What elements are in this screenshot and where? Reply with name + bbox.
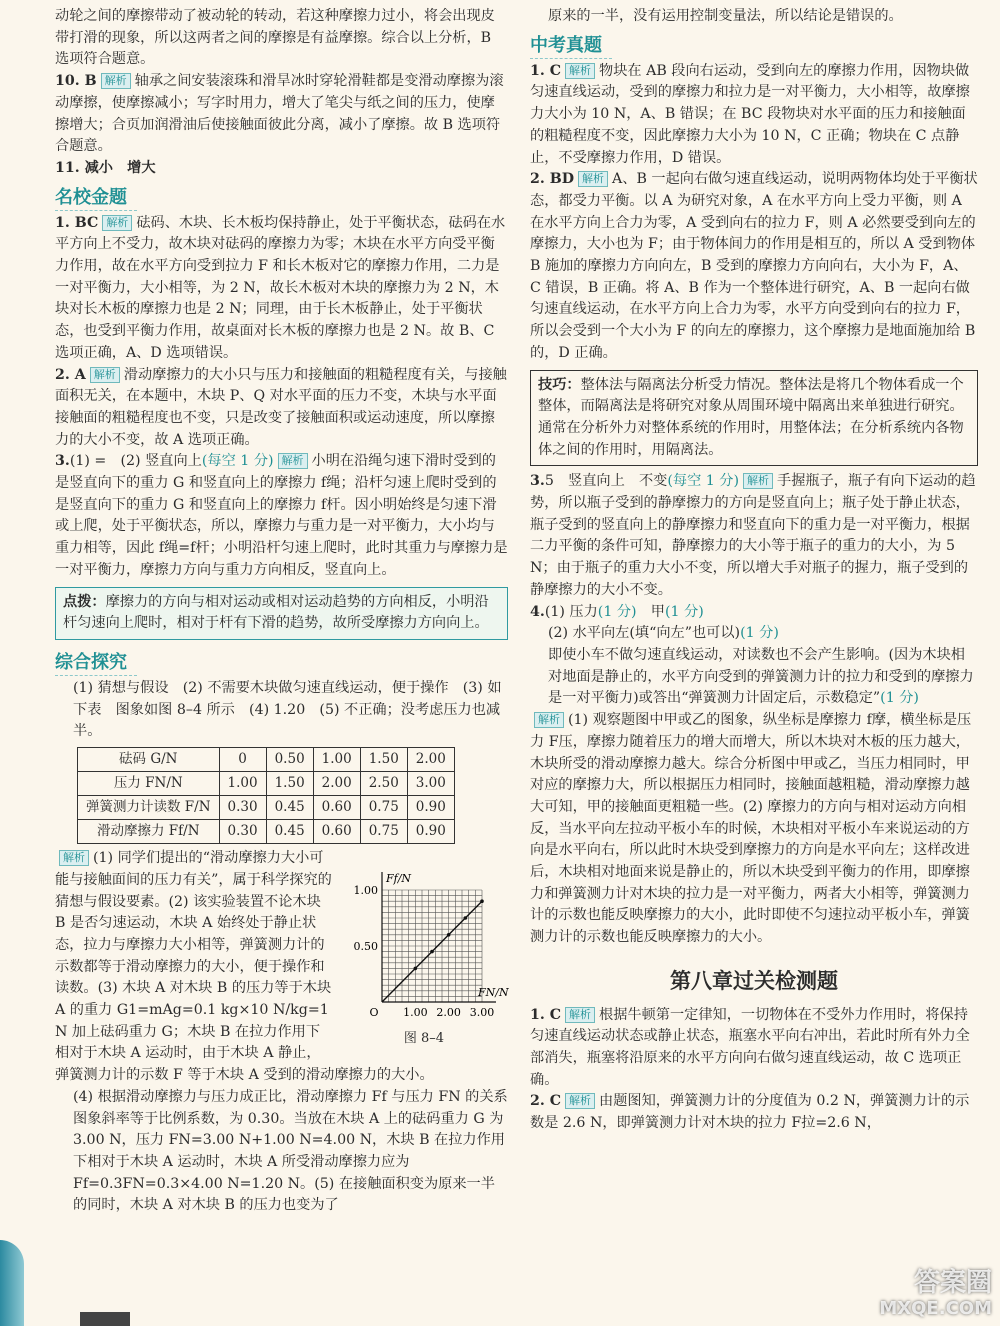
chq2-number: 2. C bbox=[530, 1093, 562, 1110]
right-column bbox=[530, 6, 978, 1135]
y-tick-label: 0.50 bbox=[353, 940, 378, 954]
zk4-part-2 bbox=[530, 623, 978, 645]
watermark-stamp: 答案圈 bbox=[913, 1268, 992, 1298]
table-cell: 1.50 bbox=[266, 772, 313, 796]
zk3-score: (每空 1 分) bbox=[667, 473, 740, 490]
zk3-text: 手握瓶子，瓶子有向下运动的趋势，所以瓶子受到的静摩擦力的方向是竖直向上；瓶子处于静止状态，瓶子受到的竖直向上的静摩擦力和竖直向下的重力是一对平衡力，根据二力平衡的条件可知，静摩擦力的大小等于瓶子的重力的大小，为 5 N；由于瓶子的重力大小不变，所以增大手对瓶子的握力，瓶子受到的静摩擦力的大小不变。 bbox=[530, 473, 976, 598]
q10-number: 10. B bbox=[55, 73, 97, 90]
table-row-label: 弹簧测力计读数 F/N bbox=[78, 796, 220, 820]
table-cell: 0.90 bbox=[407, 796, 454, 820]
zonghe-analysis-text-1: (1) 同学们提出的“滑动摩擦力大小可能与接触面间的压力有关”，属于科学探究的猜想与假设要素。(2) 该实验装置不论木块 B 是否匀速运动，木块 A 始终处于静止状态，拉力与摩擦力大小相等，弹簧测力计的示数都等于滑动摩擦力的大小，便于操作和读数。(3) 木块 A 对木块 B 的压力等于木块 A 的重力 G1=mAg=0.1 kg×10 N/kg=1 N 加上砝码重力 G；木块 B 在拉力作用下相对于木块 A 运动时，由于木块 A 静止，弹簧测力计的示数 F 等于木块 A 受到的滑动摩擦力的大小。 bbox=[55, 850, 434, 1084]
page-number-bar bbox=[80, 1312, 130, 1326]
table-row bbox=[78, 820, 455, 844]
zk4-score-1b: (1 分) bbox=[665, 603, 704, 620]
mq1-number: 1. BC bbox=[55, 214, 99, 231]
zk4-answer-2: (2) 水平向左(填“向左”也可以) bbox=[548, 625, 741, 642]
zk4-score-2: (1 分) bbox=[740, 625, 779, 642]
left-intro: 动轮之间的摩擦带动了被动轮的转动，若这种摩擦力过小，将会出现皮带打滑的现象，所以这两者之间的摩擦是有益摩擦。综合以上分析，B 选项符合题意。 bbox=[55, 8, 495, 68]
zk-2 bbox=[530, 169, 978, 364]
tip-box bbox=[55, 587, 508, 640]
x-axis-label: FN/N bbox=[478, 986, 509, 1000]
section-header-zhongkao: 中考真题 bbox=[530, 34, 612, 59]
zonghe-answer: (1) 猜想与假设 (2) 不需要木块做匀速直线运动，便于操作 (3) 如下表 图象如图 8–4 所示 (4) 1.20 (5) 不正确；没考虑压力也减半。 bbox=[73, 679, 502, 740]
analysis-tag: 解析 bbox=[565, 1093, 595, 1109]
zk4-score-1: (1 分) bbox=[597, 603, 637, 620]
table-cell: 0.90 bbox=[407, 820, 454, 844]
zk-1 bbox=[530, 61, 978, 170]
analysis-tag: 解析 bbox=[565, 1007, 595, 1023]
tip-text: 摩擦力的方向与相对运动或相对运动趋势的方向相反，小明沿杆匀速向上爬时，相对于杆有下滑的趋势，故所受摩擦力方向向上。 bbox=[63, 593, 489, 632]
analysis-tag: 解析 bbox=[59, 850, 89, 866]
data-point bbox=[447, 933, 451, 937]
data-point bbox=[480, 899, 484, 903]
table-cell: 2.50 bbox=[360, 772, 407, 796]
zk4-answer-3: 即使小车不做匀速直线运动，对读数也不会产生影响。(因为木块相对地面是静止的，水平方向受到的弹簧测力计的拉力和受到的摩擦力是一对平衡力)或答出“弹簧测力计固定后，示数稳定” bbox=[548, 646, 974, 707]
mq3-score: (每空 1 分) bbox=[201, 453, 274, 470]
zk2-number: 2. BD bbox=[530, 171, 575, 188]
analysis-tag: 解析 bbox=[743, 473, 773, 489]
chq1-text: 根据牛顿第一定律知，一切物体在不受外力作用时，将保持匀速直线运动状态或静止状态，瓶塞水平向右冲出，若此时所有外力全部消失，瓶塞将沿原来的水平方向向右做匀速直线运动，故 C 选项正确。 bbox=[530, 1006, 970, 1088]
chapter-title: 第八章过关检测题 bbox=[670, 968, 838, 993]
zk1-number: 1. C bbox=[530, 62, 562, 79]
zk4-answer-1b: 甲 bbox=[650, 603, 665, 620]
figure-caption: 图 8–4 bbox=[403, 1031, 445, 1047]
zk-4 bbox=[530, 602, 978, 624]
table-cell: 0.50 bbox=[266, 748, 313, 772]
watermark-site: MXQE.COM bbox=[879, 1298, 992, 1319]
zk4-analysis-text: (1) 观察题图中甲或乙的图象，纵坐标是摩擦力 f摩，横坐标是压力 F压，摩擦力随着压力的增大而增大，所以木块对木板的压力越大，木块所受的滑动摩擦力越大。综合分析图中甲或乙，当压力相同时，甲对应的摩擦力大，所以根据压力相同时，接触面越粗糙，滑动摩擦力越大可知，甲的接触面更粗糙一些。(2) 摩擦力的方向与相对运动方向相反，当水平向左拉动平板小车的时候，木块相对平板小车来说运动的方向是水平向右，所以此时木块受到摩擦力的方向是水平向左；这样改进后，木块相对地面来说是静止的，所以木块受到平衡力的作用，即摩擦力和弹簧测力计对木块的拉力是一对平衡力，两者大小相等，弹簧测力计的示数也能反映摩擦力的大小，此时即使不匀速拉动平板小车，弹簧测力计的示数也能反映摩擦力的大小。 bbox=[530, 712, 972, 946]
chq2-text: 由题图知，弹簧测力计的分度值为 0.2 N，弹簧测力计的示数是 2.6 N，即弹簧测力计对木块的拉力 F拉=2.6 N， bbox=[530, 1093, 970, 1132]
table-row-label: 滑动摩擦力 Ff/N bbox=[78, 820, 220, 844]
table-cell: 0.30 bbox=[219, 796, 266, 820]
skill-text: 整体法与隔离法分析受力情况。整体法是将几个物体看成一个整体，而隔离法是将研究对象从周围环境中隔离出来单独进行研究。通常在分析外力对整体系统的作用时，用整体法；在分析系统内各物体之间的作用时，用隔离法。 bbox=[538, 376, 964, 458]
y-axis-label: Ff/N bbox=[386, 872, 412, 886]
mq-2 bbox=[55, 365, 508, 452]
analysis-tag: 解析 bbox=[534, 712, 564, 728]
question-11: 11. 减小 增大 bbox=[55, 159, 156, 176]
analysis-tag: 解析 bbox=[90, 367, 120, 383]
mq3-text: 小明在沿绳匀速下滑时受到的是竖直向下的重力 G 和竖直向上的摩擦力 f绳；沿杆匀速上爬时受到的是竖直向下的重力 G 和竖直向上的摩擦力 f杆。因小明始终是匀速下滑或上爬，处于平衡状态，所以，摩擦力与重力是一对平衡力，大小均与重力相等，因此 f绳=f杆；小明沿杆匀速上爬时，此时其重力与摩擦力是一对平衡力，摩擦力方向与重力方向相反，竖直向上。 bbox=[55, 453, 508, 578]
mq-3 bbox=[55, 451, 508, 581]
zk4-score-3: (1 分) bbox=[880, 690, 919, 707]
zk2-text: A、B 一起向右做匀速直线运动，说明两物体均处于平衡状态，都受力平衡。以 A 为研究对象，A 在水平方向上受力平衡，则 A 在水平方向上合力为零，A 受到向右的拉力 F，则 A 必然要受到向左的摩擦力，大小也为 F；由于物体间力的作用是相互的，所以 A 受到物体 B 施加的摩擦力方向向左，B 受到的摩擦力方向向右，大小为 F，A、C 错误，B 正确。将 A、B 作为一个整体进行研究，A、B 一起向右做匀速直线运动，在水平方向上合力为零，水平方向受到向右的拉力 F，所以会受到一个大小为 F 的向左的摩擦力，这个摩擦力是地面施加给 B 的，D 正确。 bbox=[530, 171, 978, 361]
table-cell: 2.00 bbox=[313, 772, 360, 796]
mq2-text: 滑动摩擦力的大小只与压力和接触面的粗糙程度有关，与接触面积无关，在本题中，木块 P、Q 对水平面的压力不变，木块与水平面接触面的粗糙程度也不变，只是改变了接触面积或运动速度，所以摩擦力的大小不变，故 A 选项正确。 bbox=[55, 366, 507, 448]
page-corner-decoration bbox=[0, 1240, 24, 1326]
skill-box bbox=[530, 370, 978, 467]
table-cell: 2.00 bbox=[407, 748, 454, 772]
table-cell: 1.50 bbox=[360, 748, 407, 772]
q10-text: 轴承之间安装滚珠和滑旱冰时穿轮滑鞋都是变滑动摩擦为滚动摩擦，使摩擦减小；写字时用力，增大了笔尖与纸之间的压力，使摩擦增大；合页加润滑油后使接触面彼此分离，减小了摩擦。故 B 选项符合题意。 bbox=[55, 73, 504, 155]
table-row-label: 压力 FN/N bbox=[78, 772, 220, 796]
watermark bbox=[879, 1270, 992, 1322]
analysis-tag: 解析 bbox=[102, 215, 132, 231]
data-point bbox=[430, 950, 434, 954]
right-continuation: 原来的一半，没有运用控制变量法，所以结论是错误的。 bbox=[548, 8, 903, 24]
table-cell: 3.00 bbox=[407, 772, 454, 796]
zonghe-analysis bbox=[55, 848, 508, 1217]
x-tick-label: 2.00 bbox=[436, 1006, 461, 1020]
table-row bbox=[78, 748, 455, 772]
table-row bbox=[78, 772, 455, 796]
chq1-number: 1. C bbox=[530, 1006, 562, 1023]
zk4-part-3 bbox=[530, 645, 978, 710]
zk4-number: 4. bbox=[530, 603, 545, 620]
mq3-answer: (1) = (2) 竖直向上 bbox=[69, 453, 202, 470]
zonghe-analysis-2: (4) 根据滑动摩擦力与压力成正比，滑动摩擦力 Ff 与压力 FN 的关系图象斜率等于比例系数，为 0.30。当放在木块 A 上的砝码重力 G 为 3.00 N，压力 FN=3.00 N+1.00 N=4.00 N，木块 B 在拉力作用下相对于木块 A 运动时，木块 A 所受滑动摩擦力应为 Ff=0.3FN=0.3×4.00 N=1.20 N。(5) 在接触面积变为原来一半的同时，木块 A 对木块 B 的压力也变为了 bbox=[73, 1088, 508, 1214]
line-chart bbox=[344, 852, 509, 1030]
analysis-tag: 解析 bbox=[101, 73, 131, 89]
zk3-number: 3. bbox=[530, 473, 545, 490]
table-cell: 0 bbox=[219, 748, 266, 772]
table-cell: 0.75 bbox=[360, 820, 407, 844]
analysis-tag: 解析 bbox=[578, 171, 608, 187]
data-point bbox=[464, 916, 468, 920]
x-tick-label: O bbox=[369, 1006, 379, 1020]
table-cell: 0.60 bbox=[313, 820, 360, 844]
analysis-tag: 解析 bbox=[565, 63, 595, 79]
zk4-analysis bbox=[530, 710, 978, 949]
table-cell: 1.00 bbox=[219, 772, 266, 796]
skill-label: 技巧： bbox=[538, 376, 581, 393]
analysis-tag: 解析 bbox=[278, 453, 308, 469]
data-point bbox=[414, 967, 418, 971]
section-header-mingxiao: 名校金题 bbox=[55, 186, 137, 211]
zk4-answer-1: (1) 压力 bbox=[544, 603, 598, 620]
tip-label: 点拨： bbox=[63, 593, 106, 610]
x-tick-label: 1.00 bbox=[403, 1006, 428, 1020]
mq2-number: 2. A bbox=[55, 366, 86, 383]
table-row-label: 砝码 G/N bbox=[78, 748, 220, 772]
ch-q1 bbox=[530, 1005, 978, 1092]
mq1-text: 砝码、木块、长木板均保持静止，处于平衡状态，砝码在水平方向上不受力，故木块对砝码的摩擦力为零；木块在水平方向受平衡力作用，故在水平方向受到拉力 F 和长木板对它的摩擦力作用，二力是一对平衡力，大小相等，为 2 N，故长木板对木块的摩擦力为 2 N，木块对长木板的摩擦力也是 2 N；同理，由于长木板静止，处于平衡状态，也受到平衡力作用，故桌面对长木板的摩擦力也是 2 N。故 B、C 选项正确，A、D 选项错误。 bbox=[55, 214, 506, 361]
mq3-number: 3. bbox=[55, 453, 70, 470]
figure-8-4 bbox=[344, 852, 509, 1050]
left-column bbox=[55, 6, 508, 1217]
y-tick-label: 1.00 bbox=[353, 884, 378, 898]
table-cell: 0.60 bbox=[313, 796, 360, 820]
data-table bbox=[77, 747, 455, 844]
x-tick-label: 3.00 bbox=[469, 1006, 495, 1020]
mq-1 bbox=[55, 213, 508, 365]
table-row bbox=[78, 796, 455, 820]
zk-3 bbox=[530, 471, 978, 601]
question-10 bbox=[55, 71, 508, 158]
table-cell: 0.45 bbox=[266, 796, 313, 820]
table-cell: 1.00 bbox=[313, 748, 360, 772]
table-cell: 0.30 bbox=[219, 820, 266, 844]
ch-q2 bbox=[530, 1091, 978, 1134]
section-header-zonghe: 综合探究 bbox=[55, 651, 137, 676]
table-cell: 0.75 bbox=[360, 796, 407, 820]
table-cell: 0.45 bbox=[266, 820, 313, 844]
zk3-answer: 5 竖直向上 不变 bbox=[544, 473, 668, 490]
zk1-text: 物块在 AB 段向右运动，受到向左的摩擦力作用，因物块做匀速直线运动，受到的摩擦力和拉力是一对平衡力，大小相等，故摩擦力大小为 10 N，A、B 错误；在 BC 段物块对水平面的压力和接触面的粗糙程度不变，因此摩擦力大小为 10 N，C 正确；物块在 C 点静止，不受摩擦力作用，D 错误。 bbox=[530, 62, 970, 166]
